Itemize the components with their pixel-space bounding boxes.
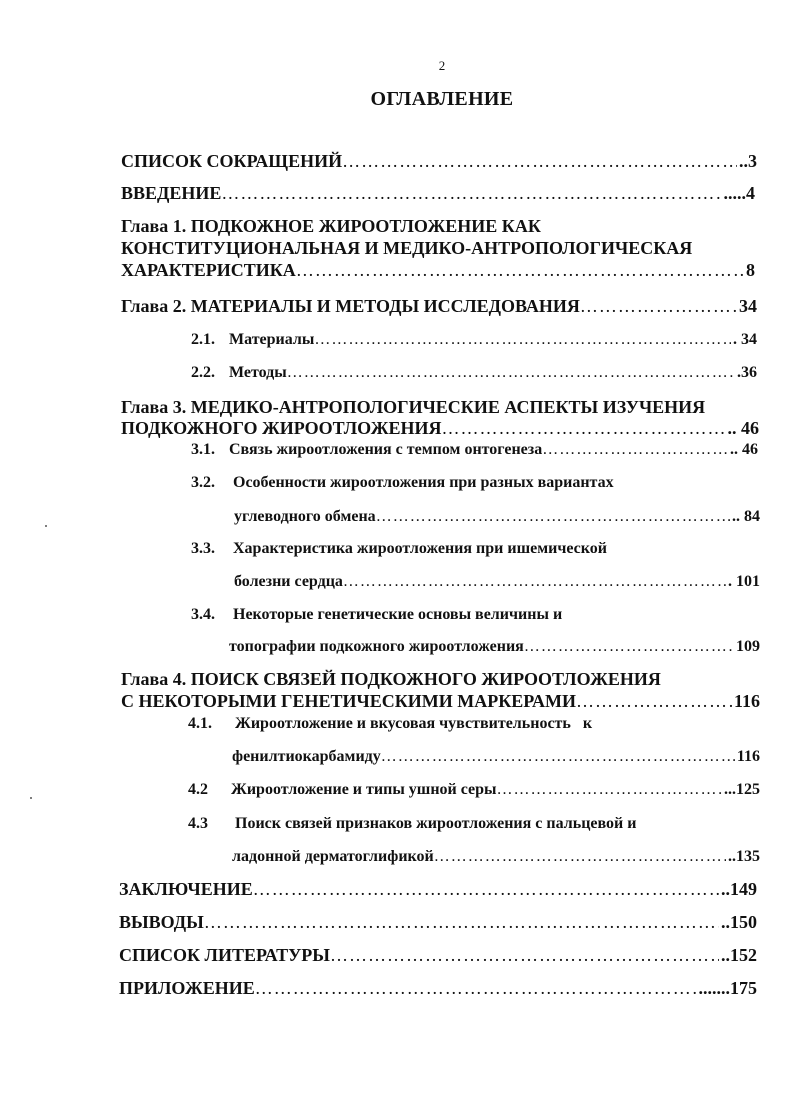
dot-leader <box>330 944 719 966</box>
toc-entry-number: 4.2 <box>188 781 208 798</box>
toc-entry-section-2-1[interactable] <box>191 329 757 351</box>
scan-speck <box>30 797 32 799</box>
toc-entry-page: ...125 <box>724 781 760 798</box>
toc-entry-page: 109 <box>736 638 760 655</box>
toc-entry-text: Характеристика жироотложения при ишемической <box>233 540 607 557</box>
dot-leader <box>497 779 722 801</box>
toc-title: ОГЛАВЛЕНИЕ <box>370 88 514 110</box>
toc-entry-section-3-4-line-2[interactable] <box>229 636 760 658</box>
toc-entry-section-4-2[interactable] <box>188 779 760 801</box>
toc-entry-page: .. 46 <box>727 418 759 438</box>
toc-entry-text: Связь жироотложения с темпом онтогенеза <box>229 441 543 458</box>
toc-entry-text: Глава 2. МАТЕРИАЛЫ И МЕТОДЫ ИССЛЕДОВАНИЯ <box>121 296 580 316</box>
toc-entry-page: . 34 <box>733 331 757 348</box>
toc-entry-text: ПРИЛОЖЕНИЕ <box>119 978 255 998</box>
toc-entry-text: СПИСОК СОКРАЩЕНИЙ <box>121 151 343 171</box>
toc-entry-section-2-2[interactable] <box>191 362 757 384</box>
toc-entry-introduction[interactable] <box>121 182 755 204</box>
toc-entry-text: Глава 4. ПОИСК СВЯЗЕЙ ПОДКОЖНОГО ЖИРООТЛОЖЕНИЯ <box>121 669 661 689</box>
toc-entry-conclusion[interactable] <box>119 878 757 900</box>
toc-entry-number: 4.3 <box>188 815 208 832</box>
toc-entry-text: углеводного обмена <box>234 508 376 525</box>
toc-entry-text: фенилтиокарбамиду <box>232 748 381 765</box>
toc-entry-page: ..149 <box>721 879 757 899</box>
dot-leader <box>434 846 726 868</box>
toc-entry-page: .....4 <box>723 183 755 203</box>
toc-entry-chapter-1-line-1[interactable] <box>121 215 761 237</box>
toc-entry-page: ..152 <box>721 945 757 965</box>
toc-entry-page: ..135 <box>728 848 760 865</box>
toc-entry-number: 3.1. <box>191 441 215 458</box>
dot-leader <box>580 295 737 317</box>
toc-entry-text: топографии подкожного жироотложения <box>229 638 524 655</box>
toc-entry-section-3-3-line-2[interactable] <box>234 571 760 593</box>
toc-entry-text: Поиск связей признаков жироотложения с пальцевой и <box>235 815 637 832</box>
toc-entry-chapter-3-line-2[interactable] <box>121 417 759 439</box>
dot-leader <box>576 690 732 712</box>
toc-entry-text: ладонной дерматоглификой <box>232 848 434 865</box>
page-number: 2 <box>438 58 446 73</box>
toc-entry-chapter-4-line-2[interactable] <box>121 690 760 712</box>
toc-entry-page: 8 <box>746 260 755 280</box>
toc-entry-appendix[interactable] <box>119 977 757 999</box>
toc-entry-chapter-2[interactable] <box>121 295 757 317</box>
dot-leader <box>204 911 719 933</box>
dot-leader <box>343 571 726 593</box>
toc-entry-page: .. 46 <box>730 441 758 458</box>
toc-entry-section-3-2-line-1[interactable] <box>191 472 758 494</box>
toc-entry-page: 116 <box>733 691 760 711</box>
toc-entry-text: СПИСОК ЛИТЕРАТУРЫ <box>119 945 330 965</box>
toc-entry-section-4-3-line-2[interactable] <box>232 846 760 868</box>
scan-speck <box>45 525 47 527</box>
toc-entry-number: 3.2. <box>191 474 215 491</box>
toc-entry-text: Особенности жироотложения при разных вариантах <box>233 474 614 491</box>
toc-entry-section-3-2-line-2[interactable] <box>234 506 760 528</box>
toc-entry-text: ВВЕДЕНИЕ <box>121 183 222 203</box>
toc-entry-section-3-3-line-1[interactable] <box>191 538 758 560</box>
toc-entry-chapter-3-line-1[interactable] <box>121 396 761 418</box>
dot-leader <box>255 977 697 999</box>
toc-entry-section-3-4-line-1[interactable] <box>191 604 758 626</box>
toc-entry-text: КОНСТИТУЦИОНАЛЬНАЯ И МЕДИКО-АНТРОПОЛОГИЧЕСКАЯ <box>121 238 693 258</box>
toc-entry-text: ЗАКЛЮЧЕНИЕ <box>119 879 253 899</box>
toc-entry-number: 2.2. <box>191 364 215 381</box>
dot-leader <box>296 259 744 281</box>
dot-leader <box>442 417 726 439</box>
toc-entry-page: 116 <box>736 748 760 765</box>
toc-entry-number: 3.3. <box>191 540 215 557</box>
toc-entry-page: ..150 <box>721 912 757 932</box>
dot-leader <box>221 182 721 204</box>
toc-entry-findings[interactable] <box>119 911 757 933</box>
toc-entry-chapter-1-line-3[interactable] <box>121 259 755 281</box>
toc-entry-page: .......175 <box>698 978 757 998</box>
toc-entry-text: Некоторые генетические основы величины и <box>233 606 563 623</box>
toc-entry-section-3-1[interactable] <box>191 439 758 461</box>
toc-entry-text: Глава 3. МЕДИКО-АНТРОПОЛОГИЧЕСКИЕ АСПЕКТЫ ИЗУЧЕНИЯ <box>121 397 706 417</box>
toc-entry-text: Материалы <box>229 331 315 348</box>
toc-entry-abbreviations[interactable] <box>121 150 757 172</box>
toc-entry-number: 2.1. <box>191 331 215 348</box>
toc-entry-text: Жироотложение и типы ушной серы <box>231 781 497 798</box>
toc-entry-page: ..3 <box>739 151 757 171</box>
toc-entry-section-4-3-line-1[interactable] <box>188 813 760 835</box>
toc-entry-page: .36 <box>737 364 757 381</box>
toc-entry-text: Глава 1. ПОДКОЖНОЕ ЖИРООТЛОЖЕНИЕ КАК <box>121 216 541 236</box>
toc-entry-text: С НЕКОТОРЫМИ ГЕНЕТИЧЕСКИМИ МАРКЕРАМИ <box>121 691 576 711</box>
dot-leader <box>314 329 731 351</box>
toc-entry-page: . 101 <box>728 573 760 590</box>
toc-entry-section-4-1-line-1[interactable] <box>188 713 758 735</box>
dot-leader <box>381 746 735 768</box>
dot-leader <box>524 636 734 658</box>
toc-entry-text: ВЫВОДЫ <box>119 912 204 932</box>
dot-leader <box>287 362 735 384</box>
toc-entry-number: 3.4. <box>191 606 215 623</box>
toc-entry-page: .. 84 <box>732 508 760 525</box>
dot-leader <box>253 878 719 900</box>
toc-entry-text: Жироотложение и вкусовая чувствительность к <box>235 715 593 732</box>
toc-entry-section-4-1-line-2[interactable] <box>232 746 760 768</box>
toc-entry-page: 34 <box>739 296 757 316</box>
toc-entry-text: ПОДКОЖНОГО ЖИРООТЛОЖЕНИЯ <box>121 418 442 438</box>
toc-entry-chapter-4-line-1[interactable] <box>121 668 761 690</box>
dot-leader <box>376 506 730 528</box>
toc-entry-text: ХАРАКТЕРИСТИКА <box>121 260 296 280</box>
toc-entry-number: 4.1. <box>188 715 212 732</box>
toc-entry-references[interactable] <box>119 944 757 966</box>
toc-entry-text: болезни сердца <box>234 573 343 590</box>
toc-entry-text: Методы <box>229 364 287 381</box>
dot-leader <box>342 150 737 172</box>
toc-entry-chapter-1-line-2[interactable] <box>121 237 761 259</box>
dot-leader <box>542 439 728 461</box>
